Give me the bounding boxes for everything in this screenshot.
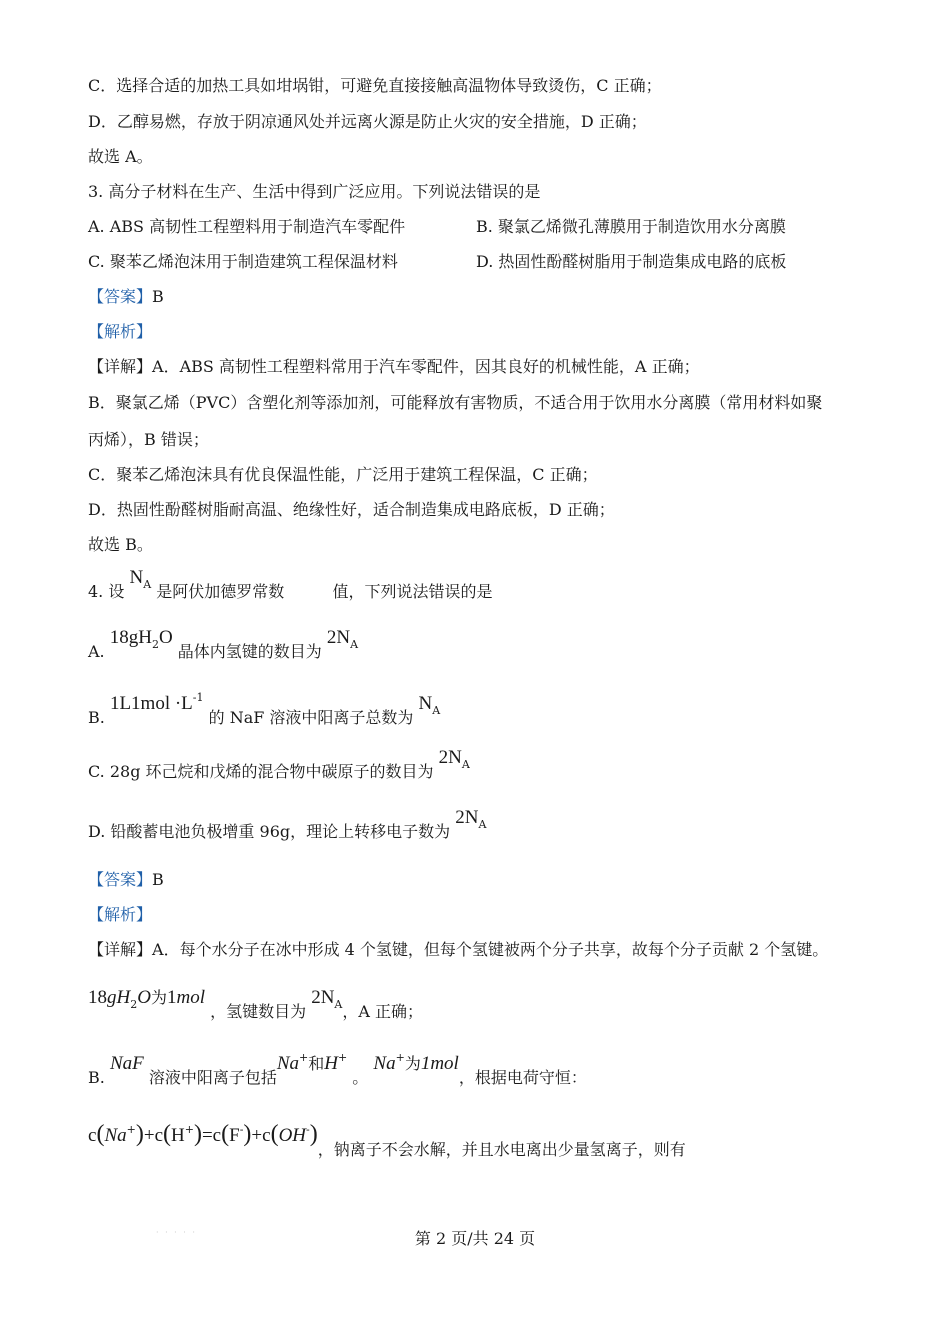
answer-4 — [88, 870, 164, 890]
question-3-stem: 3. 高分子材料在生产、生活中得到广泛应用。下列说法错误的是 — [88, 182, 541, 201]
detail-text: ，氢键数目为 — [210, 1002, 307, 1021]
formula-na-1mol: Na+为1mol — [373, 1051, 459, 1074]
detail-text: ，钠离子不会水解，并且水电离出少量氢离子，则有 — [317, 1140, 686, 1159]
q4-suffix: 值，下列说法错误的是 — [332, 582, 493, 601]
detail-3-b-line2: 丙烯），B 错误； — [88, 430, 209, 449]
detail-4-b-charge-balance — [88, 1121, 686, 1160]
na-symbol: $N_A$ — [129, 567, 152, 591]
detail-text: 溶液中阳离子包括 — [148, 1068, 277, 1087]
option-label: A. — [88, 642, 105, 661]
answer-3 — [88, 287, 164, 307]
question-4-option-b — [88, 691, 441, 735]
text-line: 故选 A。 — [88, 147, 153, 166]
answer-tag: 【答案】 — [88, 287, 153, 306]
question-3-option-d: D. 热固性酚醛树脂用于制造集成电路的底板 — [476, 252, 787, 271]
detail-4-a — [88, 940, 828, 960]
formula-18g-h2o: $18gH_2O$ — [109, 627, 173, 651]
analysis-4-tag: 【解析】 — [88, 905, 153, 924]
detail-3-b-line1: B．聚氯乙烯（PVC）含塑化剂等添加剂，可能释放有害物质，不适合用于饮用水分离膜（常用材料如聚 — [88, 393, 823, 412]
detail-tag: 【详解】 — [88, 357, 153, 376]
formula-2na: $2N_A$ — [455, 807, 487, 831]
question-3-option-b: B. 聚氯乙烯微孔薄膜用于制造饮用水分离膜 — [476, 217, 786, 236]
text-line: D．乙醇易燃，存放于阴凉通风处并远离火源是防止火灾的安全措施，D 正确； — [88, 112, 647, 131]
detail-4-b — [88, 1051, 587, 1088]
option-text: D. 铅酸蓄电池负极增重 96g，理论上转移电子数为 — [88, 822, 451, 841]
detail-tag: 【详解】 — [88, 940, 153, 959]
option-text: C. 28g 环己烷和戊烯的混合物中碳原子的数目为 — [88, 762, 434, 781]
detail-3-d: D．热固性酚醛树脂耐高温、绝缘性好，适合制造集成电路底板，D 正确； — [88, 500, 615, 519]
detail-3-a — [88, 357, 700, 377]
detail-text: A．ABS 高韧性工程塑料常用于汽车零配件，因其良好的机械性能，A 正确； — [152, 357, 700, 376]
detail-4-a-formula — [88, 987, 424, 1029]
question-4-stem — [88, 567, 493, 609]
formula-charge-balance: c(Na+)+c(H+)=c(F-)+c(OH-) — [88, 1121, 318, 1147]
formula-concentration: $1L1mol \cdot L^{-1}$ — [109, 691, 204, 714]
option-text: 晶体内氢键的数目为 — [177, 642, 322, 661]
question-3-option-a: A. ABS 高韧性工程塑料用于制造汽车零配件 — [88, 217, 406, 236]
page-footer: 第 2 页/共 24 页 — [414, 1229, 536, 1248]
detail-3-conclusion: 故选 B。 — [88, 535, 153, 554]
detail-text: ，根据电荷守恒： — [458, 1068, 587, 1087]
formula-na-and-h: Na+和H+ — [276, 1051, 348, 1074]
decorative-dots: · · · · · — [156, 1228, 197, 1237]
formula-18g-h2o-1mol: $18gH_2O$为1mol — [88, 987, 205, 1011]
question-4-option-d — [88, 807, 487, 849]
analysis-3-tag: 【解析】 — [88, 322, 153, 341]
answer-value: B — [152, 870, 164, 889]
question-3-option-c: C. 聚苯乙烯泡沫用于制造建筑工程保温材料 — [88, 252, 398, 271]
formula-na: $N_A$ — [418, 693, 441, 717]
question-4-option-a — [88, 627, 359, 669]
q4-prefix: 4. 设 — [88, 582, 125, 601]
text-line: C．选择合适的加热工具如坩埚钳，可避免直接接触高温物体导致烫伤，C 正确； — [88, 76, 662, 95]
answer-tag: 【答案】 — [88, 870, 153, 889]
detail-text: 。 — [352, 1068, 369, 1087]
option-label: B. — [88, 708, 105, 727]
formula-2na: $2N_A$ — [326, 627, 359, 651]
q4-middle: 是阿伏加德罗常数 — [156, 582, 285, 601]
detail-3-c: C．聚苯乙烯泡沫具有优良保温性能，广泛用于建筑工程保温，C 正确； — [88, 465, 598, 484]
formula-2na: $2N_A$ — [438, 747, 470, 771]
option-text: 的 NaF 溶液中阳离子总数为 — [208, 708, 414, 727]
detail-text: A．每个水分子在冰中形成 4 个氢键，但每个氢键被两个分子共享，故每个分子贡献 2 个氢键。 — [152, 940, 829, 959]
answer-value: B — [152, 287, 164, 306]
detail-text: ，A 正确； — [342, 1002, 424, 1021]
question-4-option-c — [88, 747, 470, 789]
formula-2na: $2N_A$ — [311, 987, 343, 1011]
option-label: B. — [88, 1068, 105, 1087]
formula-naf: NaF — [109, 1053, 144, 1074]
